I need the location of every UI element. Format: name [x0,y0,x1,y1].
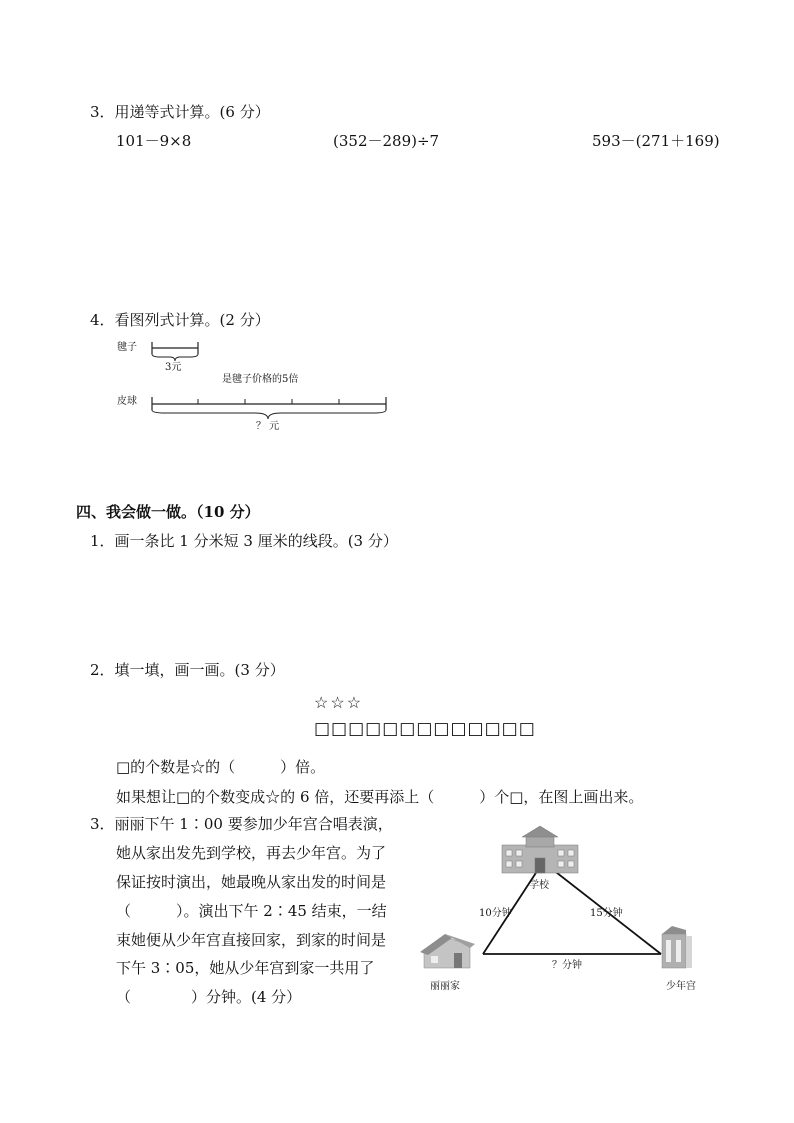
q3-expr-2: (352－289)÷7 [333,132,440,150]
home-house-icon [420,934,475,968]
map-label-palace: 少年宫 [666,981,696,992]
map-label-right-edge: 15分钟 [590,908,623,919]
s4-p3-line-7: （ ）分钟。(4 分） [116,988,302,1006]
s4-p3-line-5: 束她便从少年宫直接回家，到家的时间是 [116,931,387,949]
q3-title: 3．用递等式计算。(6 分） [90,103,270,121]
label-piqiu: 皮球 [117,396,137,407]
label-5times: 是毽子价格的5倍 [222,374,299,385]
s4-p3-line-1: 3．丽丽下午 1∶00 要参加少年宫合唱表演， [90,815,393,833]
q4-title: 4．看图列式计算。(2 分） [90,311,270,329]
s4-p3-line-3: 保证按时演出，她最晚从家出发的时间是 [116,873,387,891]
label-jianzi: 毽子 [117,342,137,353]
label-unknown: ？ 元 [256,421,280,432]
squares-row: □□□□□□□□□□□□□ [314,719,536,739]
stars-row: ☆☆☆ [314,693,364,712]
q3-expr-1: 101－9×8 [116,132,192,150]
s4-p3-line-4: （ ）。演出下午 2∶45 结束，一结 [116,902,387,920]
s4-p2-line1: □的个数是☆的（ ）倍。 [116,758,326,776]
section-4-title: 四、我会做一做。（10 分） [76,503,260,521]
s4-p1: 1．画一条比 1 分米短 3 厘米的线段。(3 分） [90,532,398,550]
label-3yuan: 3元 [165,362,182,373]
s4-p3-line-6: 下午 3∶05，她从少年宫到家一共用了 [116,959,375,977]
map-label-left-edge: 10分钟 [479,908,512,919]
s4-p3-line-2: 她从家出发先到学校，再去少年宫。为了 [116,844,387,862]
s4-p2-line2: 如果想让□的个数变成☆的 6 倍，还要再添上（ ）个□，在图上画出来。 [116,788,644,806]
map-label-bottom-edge: ？分钟 [552,960,582,971]
q3-expr-3: 593－(271＋169) [592,132,720,150]
youth-palace-icon [662,926,692,968]
school-building-icon [502,826,578,873]
map-label-home: 丽丽家 [430,981,460,992]
map-label-school: 学校 [529,880,549,891]
s4-p2-title: 2．填一填，画一画。(3 分） [90,661,285,679]
